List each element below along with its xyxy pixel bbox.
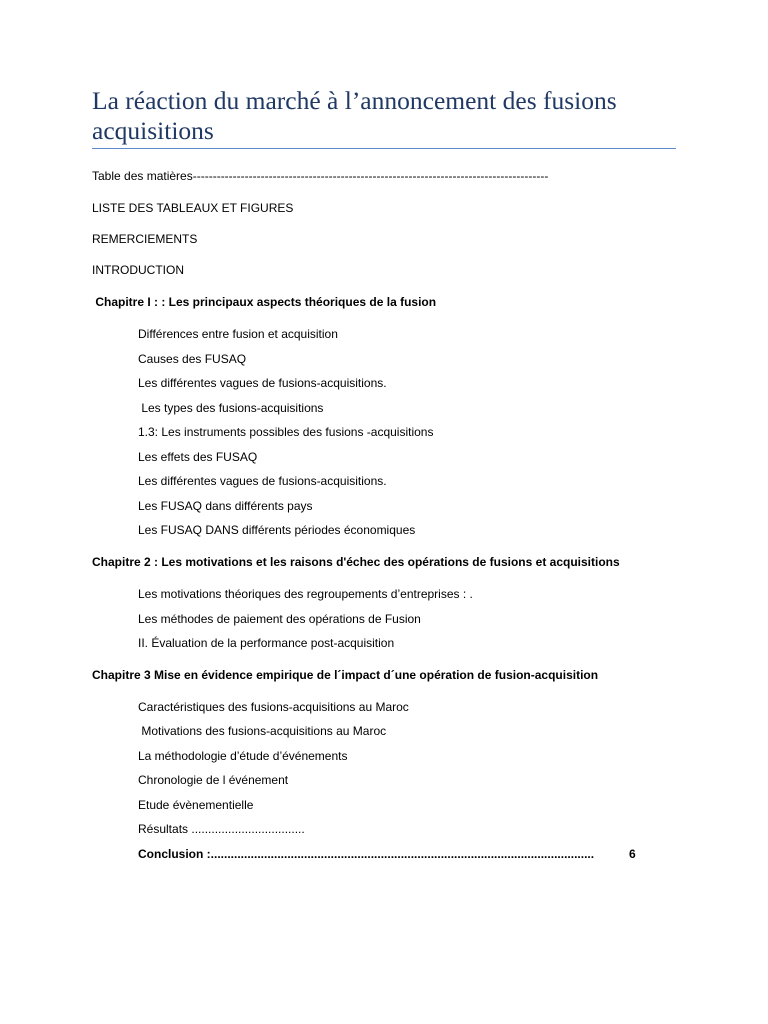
toc-chapter-2-heading[interactable]: Chapitre 2 : Les motivations et les raisons d'échec des opérations de fusions et acquisitions [92,555,620,569]
document-title: La réaction du marché à l’annoncement des fusions acquisitions [92,86,617,145]
toc-conclusion-label: Conclusion :................................................................................................................... [138,847,595,861]
toc-ch1-item[interactable]: Différences entre fusion et acquisition [138,327,338,341]
toc-ch2-item[interactable]: Les motivations théoriques des regroupements d’entreprises : . [138,587,473,601]
toc-ch3-item[interactable]: Etude évènementielle [138,798,254,812]
toc-ch3-item[interactable]: La méthodologie d’étude d’événements [138,749,348,763]
toc-conclusion[interactable] [138,847,638,861]
toc-ch2-item[interactable]: II. Évaluation de la performance post-acquisition [138,636,395,650]
toc-ch1-item[interactable]: Les différentes vagues de fusions-acquisitions. [138,474,387,488]
toc-ch3-item[interactable]: Motivations des fusions-acquisitions au Maroc [138,724,387,738]
toc-ch1-item[interactable]: Les types des fusions-acquisitions [138,401,324,415]
toc-chapter-3-heading[interactable]: Chapitre 3 Mise en évidence empirique de l´impact d´une opération de fusion-acquisition [92,668,599,682]
toc-ch1-item[interactable]: Les différentes vagues de fusions-acquisitions. [138,376,387,390]
toc-entry-remerciements[interactable]: REMERCIEMENTS [92,232,198,246]
toc-ch2-item[interactable]: Les méthodes de paiement des opérations de Fusion [138,612,421,626]
toc-entry-introduction[interactable]: INTRODUCTION [92,263,184,277]
toc-ch3-item[interactable]: Caractéristiques des fusions-acquisitions au Maroc [138,700,409,714]
toc-entry-tables-figures[interactable]: LISTE DES TABLEAUX ET FIGURES [92,201,294,215]
toc-chapter-1-heading[interactable]: Chapitre I : : Les principaux aspects théoriques de la fusion [92,295,437,309]
toc-results[interactable]: Résultats .................................. [138,822,305,836]
toc-heading[interactable]: Table des matières----------------------------------------------------------------------------------------- [92,169,549,183]
toc-ch1-item[interactable]: Les FUSAQ dans différents pays [138,499,313,513]
toc-ch1-item[interactable]: Causes des FUSAQ [138,352,247,366]
toc-ch1-item[interactable]: Les FUSAQ DANS différents périodes économiques [138,523,416,537]
toc-conclusion-page: 6 [629,847,636,861]
toc-ch3-item[interactable]: Chronologie de l événement [138,773,289,787]
toc-ch1-item[interactable]: 1.3: Les instruments possibles des fusions -acquisitions [138,425,434,439]
toc-ch1-item[interactable]: Les effets des FUSAQ [138,450,258,464]
title-underline [92,148,676,149]
